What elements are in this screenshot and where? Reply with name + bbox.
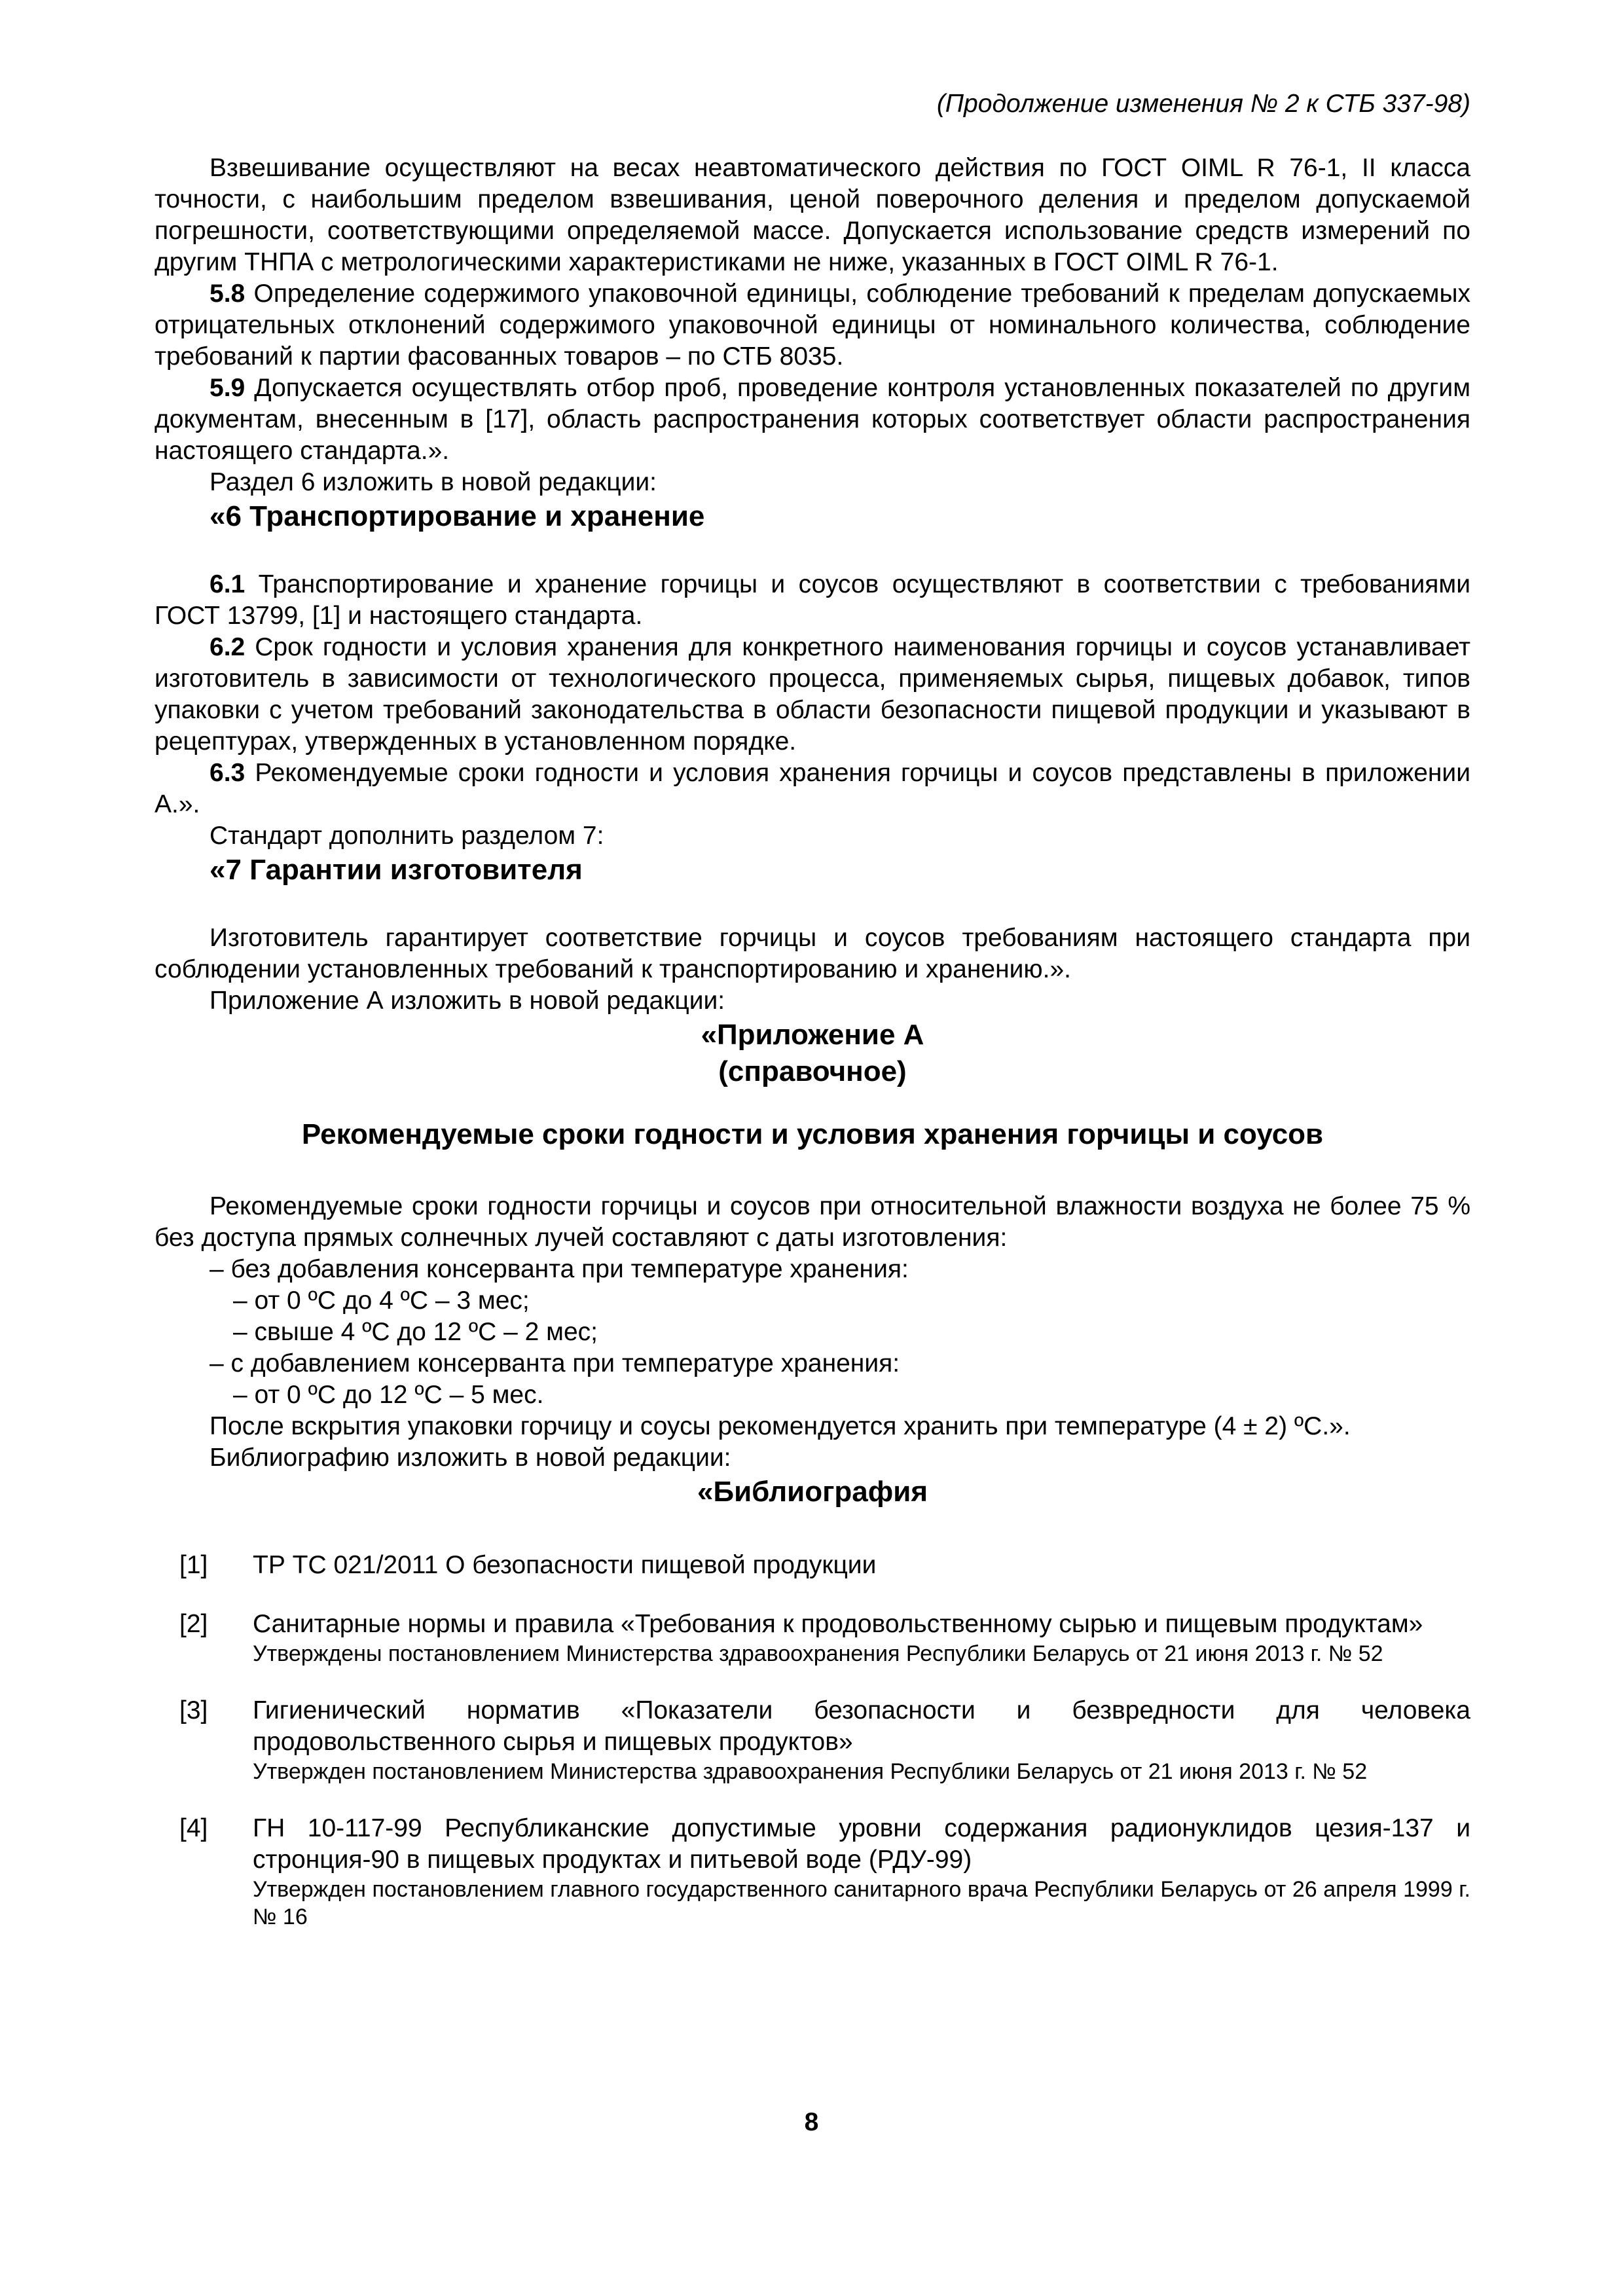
clause-text: Определение содержимого упаковочной единицы, соблюдение требований к пределам допускаемых отрицательных отклонений содержимого упаковочной единицы от номинального количества, соблюдение требований к партии фасованных товаров – по СТБ 8035. <box>155 280 1470 371</box>
paragraph-6-1 <box>155 569 1470 632</box>
bibliography-number: [4] <box>179 1814 208 1842</box>
bibliography-heading: «Библиография <box>697 1476 928 1508</box>
bibliography-body <box>253 1550 1470 1581</box>
annex-label: «Приложение А <box>701 1019 924 1051</box>
paragraph-6-2 <box>155 632 1470 757</box>
paragraph-annex: Рекомендуемые сроки годности горчицы и соусов при относительной влажности воздуха не более 75 % без доступа прямых солнечных лучей составляют с даты изготовления: <box>155 1192 1470 1252</box>
clause-text: Транспортирование и хранение горчицы и соусов осуществляют в соответствии с требованиями ГОСТ 13799, [1] и настоящего стандарта. <box>155 570 1470 630</box>
clause-text: Срок годности и условия хранения для конкретного наименования горчицы и соусов устанавливает изготовитель в зависимости от технологического процесса, применяемых сырья, пищевых добавок, типов упаковки с учетом требований законодательства в области безопасности пищевой продукции и указывают в рецептурах, утвержденных в установленном порядке. <box>155 633 1470 756</box>
paragraph-after-opening: После вскрытия упаковки горчицу и соусы рекомендуется хранить при температуре (4 ± 2) ºС.». <box>210 1412 1351 1440</box>
annex-type: (справочное) <box>718 1055 907 1087</box>
annex-intro: Приложение А изложить в новой редакции: <box>210 987 725 1015</box>
clause-number: 6.1 <box>210 570 246 598</box>
bibliography-entry <box>155 1609 1470 1667</box>
bibliography-intro: Библиографию изложить в новой редакции: <box>210 1444 731 1472</box>
clause-number: 6.2 <box>210 633 246 661</box>
page-number: 8 <box>804 2108 819 2136</box>
section-6-intro: Раздел 6 изложить в новой редакции: <box>210 468 657 496</box>
bibliography-body <box>253 1695 1470 1785</box>
paragraph-5-9 <box>155 373 1470 467</box>
list-item: – от 0 ºС до 12 ºС – 5 мес. <box>233 1381 544 1409</box>
bibliography-entry <box>155 1813 1470 1931</box>
section-7-heading: «7 Гарантии изготовителя <box>210 854 583 886</box>
bibliography-entry <box>155 1550 1470 1581</box>
page-content <box>155 88 1470 1958</box>
bibliography-title: ГН 10-117-99 Республиканские допустимые уровни содержания радионуклидов цезия-137 и стронция-90 в пищевых продуктах и питьевой воде (РДУ-99) <box>253 1814 1470 1874</box>
clause-number: 5.8 <box>210 280 246 308</box>
bibliography-number: [2] <box>179 1610 208 1638</box>
bibliography-title: Санитарные нормы и правила «Требования к продовольственному сырью и пищевым продуктам» <box>253 1610 1423 1638</box>
list-item: – свыше 4 ºС до 12 ºС – 2 мес; <box>233 1318 598 1346</box>
paragraph-5-8 <box>155 278 1470 373</box>
running-header: (Продолжение изменения № 2 к СТБ 337-98) <box>936 90 1470 118</box>
bibliography-note: Утвержден постановлением Министерства здравоохранения Республики Беларусь от 21 июня 2013 г. № 52 <box>253 1759 1368 1784</box>
list-item: – с добавлением консерванта при температуре хранения: <box>210 1349 900 1377</box>
section-6-heading: «6 Транспортирование и хранение <box>210 500 705 532</box>
annex-title: Рекомендуемые сроки годности и условия хранения горчицы и соусов <box>301 1118 1324 1150</box>
bibliography-body <box>253 1813 1470 1931</box>
paragraph-6-3 <box>155 757 1470 820</box>
bibliography-note: Утверждены постановлением Министерства здравоохранения Республики Беларусь от 21 июня 2013 г. № 52 <box>253 1641 1383 1666</box>
section-7-intro: Стандарт дополнить разделом 7: <box>210 822 604 850</box>
paragraph-weighing: Взвешивание осуществляют на весах неавтоматического действия по ГОСТ OIML R 76-1, II класса точности, с наибольшим пределом взвешивания, ценой поверочного деления и пределом допускаемой погрешности, соответствующими определяемой массе. Допускается использование средств измерений по другим ТНПА с метрологическими характеристиками не ниже, указанных в ГОСТ OIML R 76-1. <box>155 154 1470 276</box>
bibliography-entry <box>155 1695 1470 1785</box>
clause-number: 6.3 <box>210 759 246 787</box>
bibliography-title: Гигиенический норматив «Показатели безопасности и безвредности для человека продовольственного сырья и пищевых продуктов» <box>253 1696 1470 1756</box>
bibliography-body <box>253 1609 1470 1667</box>
bibliography-note: Утвержден постановлением главного государственного санитарного врача Республики Беларусь от 26 апреля 1999 г. № 16 <box>253 1877 1470 1929</box>
bibliography-number: [3] <box>179 1696 208 1724</box>
list-item: – от 0 ºС до 4 ºС – 3 мес; <box>233 1286 530 1315</box>
paragraph-section-7: Изготовитель гарантирует соответствие горчицы и соусов требованиям настоящего стандарта при соблюдении установленных требований к транспортированию и хранению.». <box>155 924 1470 983</box>
clause-number: 5.9 <box>210 374 246 402</box>
clause-text: Допускается осуществлять отбор проб, проведение контроля установленных показателей по другим документам, внесенным в [17], область распространения которых соответствует области распространения настоящего стандарта.». <box>155 374 1470 465</box>
bibliography-number: [1] <box>179 1551 208 1579</box>
bibliography-title: ТР ТС 021/2011 О безопасности пищевой продукции <box>253 1551 877 1579</box>
list-item: – без добавления консерванта при температуре хранения: <box>210 1255 909 1283</box>
clause-text: Рекомендуемые сроки годности и условия хранения горчицы и соусов представлены в приложении А.». <box>155 759 1470 818</box>
